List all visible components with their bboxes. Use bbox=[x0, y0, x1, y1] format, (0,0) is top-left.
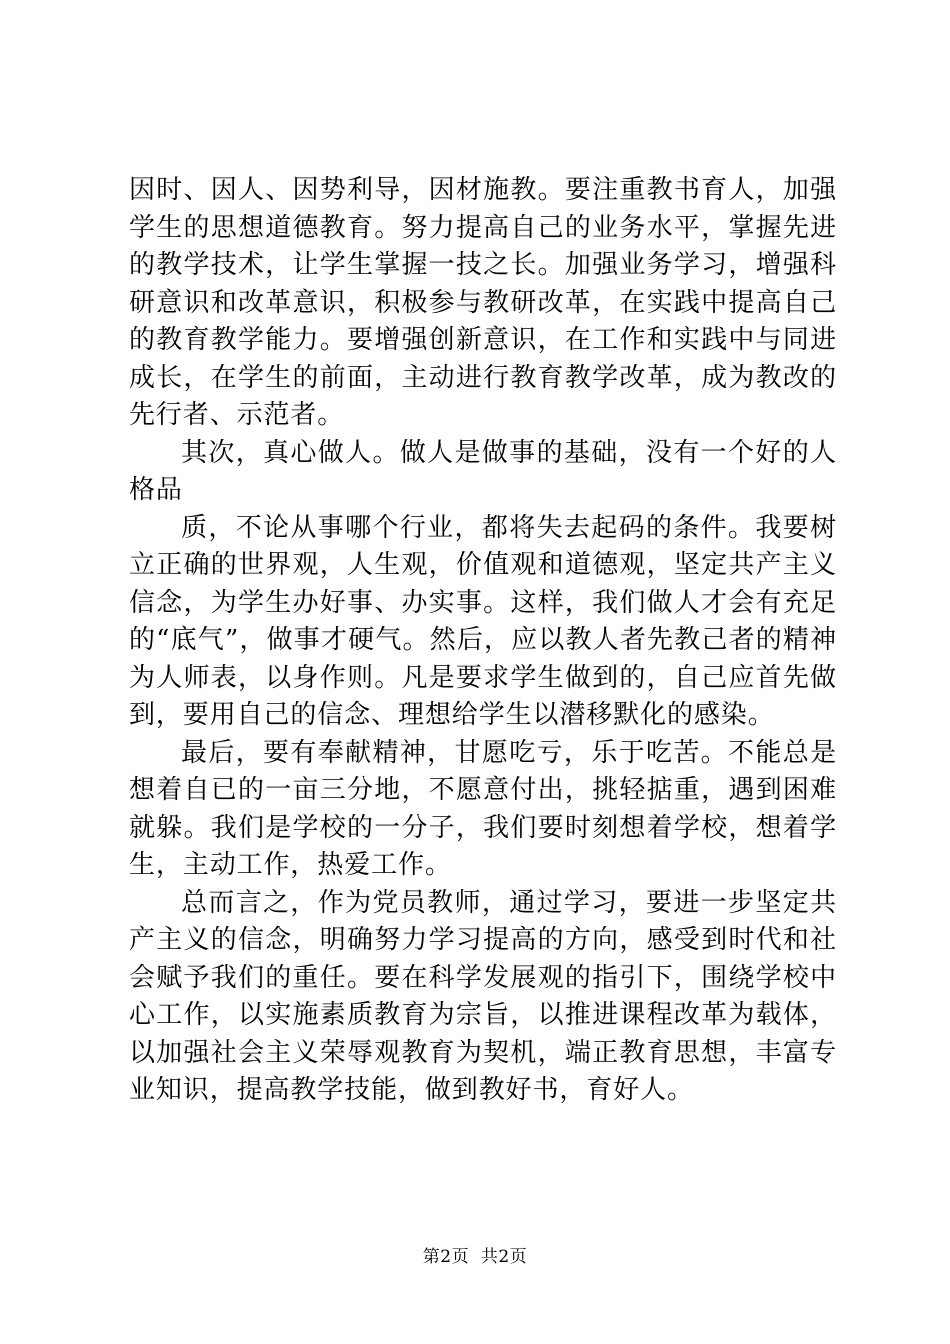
page-number-label: 第2页 共2页 bbox=[422, 1247, 528, 1267]
paragraph-2: 其次，真心做人。做人是做事的基础，没有一个好的人格品 bbox=[129, 437, 837, 505]
paragraph-5: 总而言之，作为党员教师，通过学习，要进一步坚定共产主义的信念，明确努力学习提高的方向，感受到时代和社会赋予我们的重任。要在科学发展观的指引下，围绕学校中心工作，以实施素质教育为宗旨，以推进课程改革为载体，以加强社会主义荣辱观教育为契机，端正教育思想，丰富专业知识，提高教学技能，做到教好书，育好人。 bbox=[129, 887, 837, 1105]
page-footer bbox=[0, 1246, 950, 1268]
document-body bbox=[129, 172, 837, 1110]
paragraph-1: 因时、因人、因势利导，因材施教。要注重教书育人，加强学生的思想道德教育。努力提高自己的业务水平，掌握先进的教学技术，让学生掌握一技之长。加强业务学习，增强科研意识和改革意识，积极参与教研改革，在实践中提高自己的教育教学能力。要增强创新意识，在工作和实践中与同进成长，在学生的前面，主动进行教育教学改革，成为教改的先行者、示范者。 bbox=[129, 175, 837, 430]
paragraph-4: 最后，要有奉献精神，甘愿吃亏，乐于吃苦。不能总是想着自已的一亩三分地，不愿意付出，挑轻掂重，遇到困难就躲。我们是学校的一分子，我们要时刻想着学校，想着学生，主动工作，热爱工作。 bbox=[129, 737, 837, 880]
paragraph-3: 质，不论从事哪个行业，都将失去起码的条件。我要树立正确的世界观，人生观，价值观和道德观，坚定共产主义信念，为学生办好事、办实事。这样，我们做人才会有充足的“底气”，做事才硬气。然后，应以教人者先教己者的精神为人师表，以身作则。凡是要求学生做到的，自己应首先做到，要用自己的信念、理想给学生以潜移默化的感染。 bbox=[129, 512, 837, 730]
